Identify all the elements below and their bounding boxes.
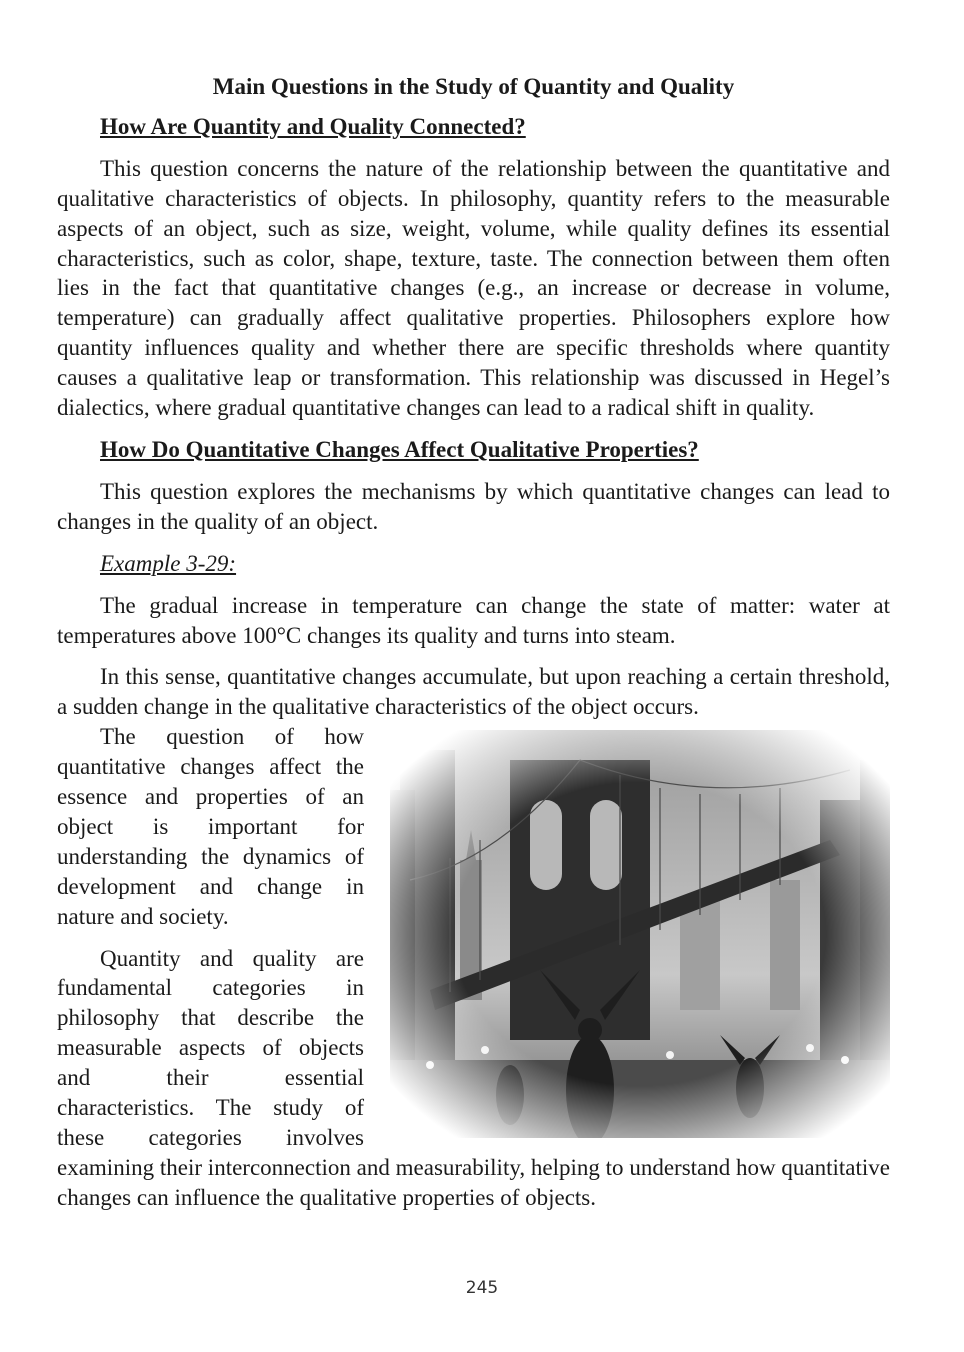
section-paragraph-connection: This question concerns the nature of the relationship between the quantitative and qualitative characteristics of objects. In philosophy, quantity refers to the measurable aspects of an object, such as size, weight, volume, while quality defines its essential characteristics, such as color, shape, texture, taste. The connection between them often lies in the fact that quantitative changes (e.g., an increase or decrease in volume, temperature) can gradually affect qualitative properties. Philosophers explore how quantity influences quality and whether there are specific thresholds where quantity causes a qualitative leap or transformation. This relationship was discussed in Hegel’s dialectics, where gradual quantitative changes can lead to a radical shift in quality. xyxy=(57,155,890,421)
bridge-illustration xyxy=(390,730,890,1138)
page-number: 245 xyxy=(465,1278,499,1298)
example-label: Example 3-29: xyxy=(100,550,237,576)
section-paragraph-changes: This question explores the mechanisms by which quantitative changes can lead to changes in the quality of an object. xyxy=(57,478,890,534)
categories-paragraph: Quantity and quality are fundamental categories in philosophy that describe the measurable aspects of objects and their essential characteristics. The study of these categories involves examining their interconnection and measurability, helping to understand how quantitative changes can influence the qualitative properties of objects. xyxy=(57,945,890,1210)
bridge-illustration-graphic xyxy=(390,730,890,1138)
document-page xyxy=(57,72,890,1225)
section-heading-changes: How Do Quantitative Changes Affect Qualitative Properties? xyxy=(100,436,699,462)
development-paragraph: The question of how quantitative changes affect the essence and properties of an object is important for understanding the dynamics of development and change in nature and society. xyxy=(57,724,364,929)
section-heading-connection: How Are Quantity and Quality Connected? xyxy=(100,113,526,139)
page-title: Main Questions in the Study of Quantity and Quality xyxy=(212,74,735,99)
threshold-paragraph: In this sense, quantitative changes accumulate, but upon reaching a certain threshold, a sudden change in the qualitative characteristics of the object occurs. xyxy=(57,664,890,720)
example-text: The gradual increase in temperature can change the state of matter: water at temperatures above 100°C changes its quality and turns into steam. xyxy=(57,592,890,648)
